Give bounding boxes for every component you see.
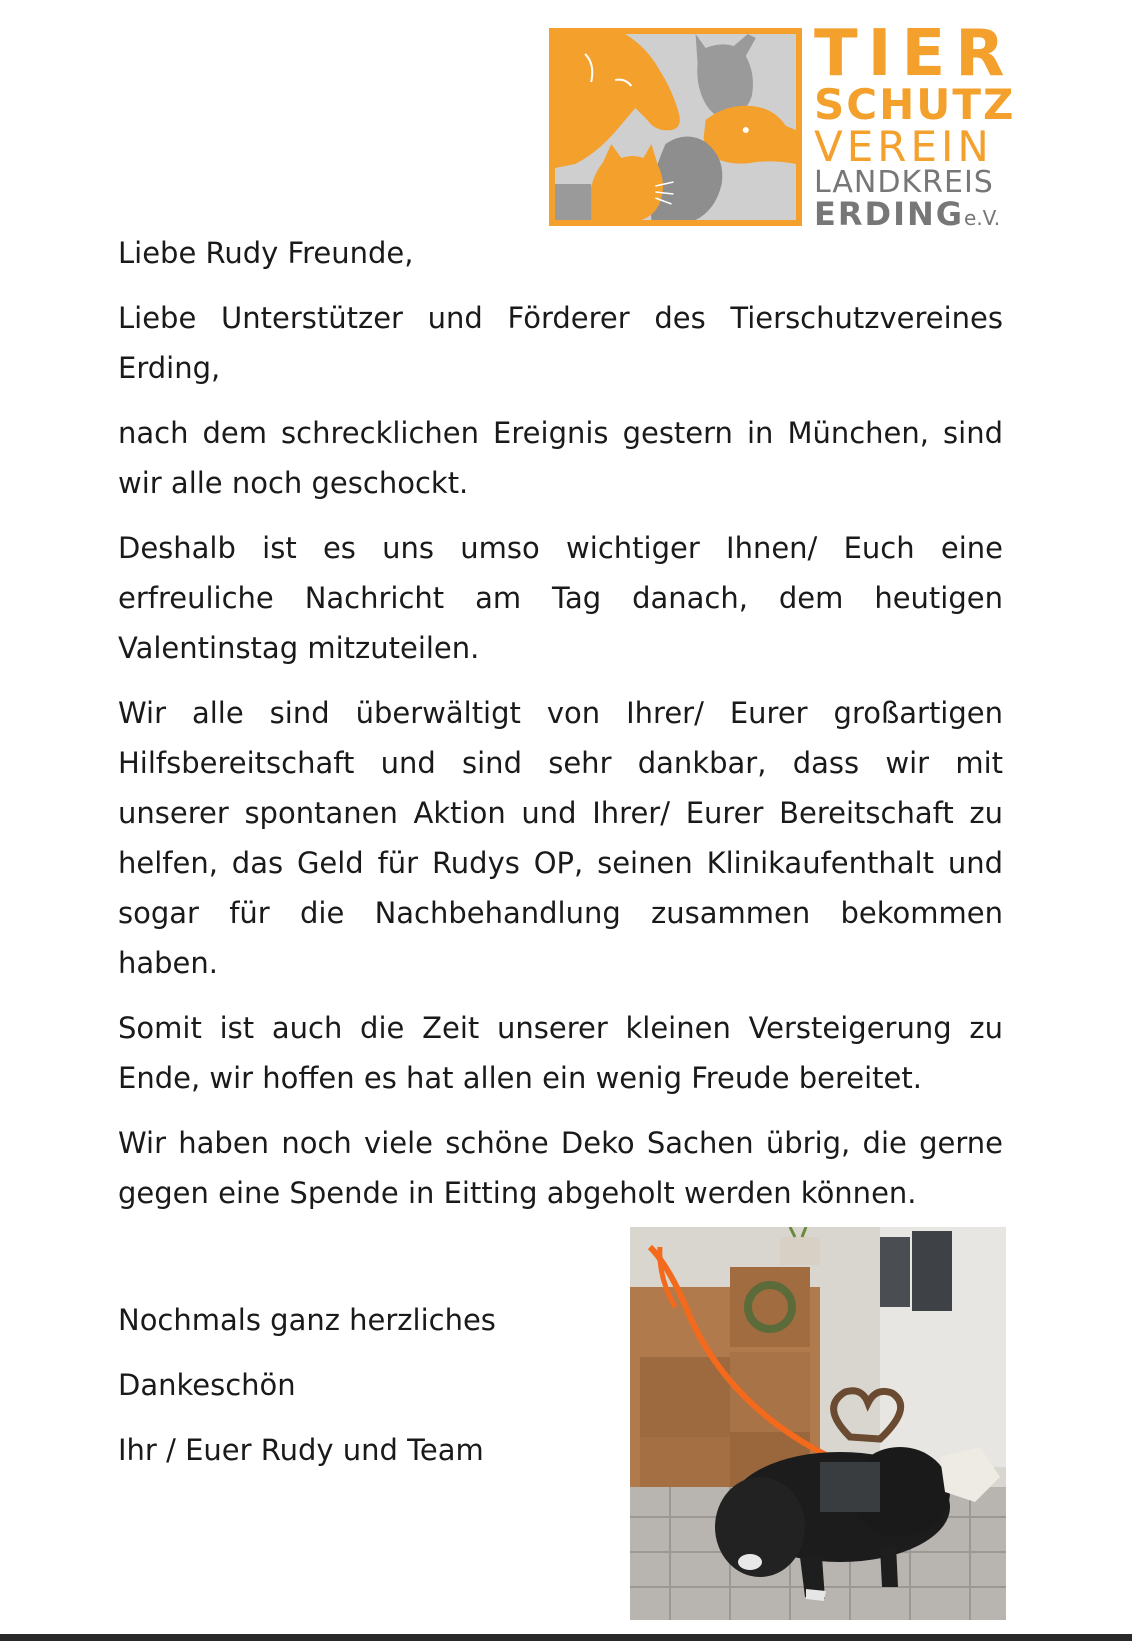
logo-line-tier: TIER bbox=[814, 17, 1015, 91]
letter-paragraph: Wir alle sind überwältigt von Ihrer/ Eurer großartigen Hilfsbereitschaft und sind sehr dankbar, dass wir mit unserer spontanen Aktion und Ihrer/ Eurer Bereitschaft zu helfen, das Geld für Rudys OP, seinen Klinikaufenthalt und sogar für die Nachbehandlung zusammen bekommen haben. bbox=[118, 696, 1003, 980]
letter-paragraph: Somit ist auch die Zeit unserer kleinen Versteigerung zu Ende, wir hoffen es hat allen ein wenig Freude bereitet. bbox=[118, 1011, 1003, 1095]
logo-line-erding bbox=[814, 195, 1010, 233]
closing-line-1: Nochmals ganz herzliches bbox=[118, 1303, 496, 1337]
letter-body bbox=[118, 228, 1003, 1233]
bottom-divider bbox=[0, 1634, 1132, 1641]
logo-ev-suffix: e.V. bbox=[964, 206, 1001, 230]
logo-line-verein: VEREIN bbox=[814, 122, 993, 171]
logo-line-schutz: SCHUTZ bbox=[814, 80, 1016, 129]
dog-photo bbox=[630, 1227, 1006, 1620]
animals-illustration-icon bbox=[555, 34, 796, 220]
letter-paragraph: nach dem schrecklichen Ereignis gestern in München, sind wir alle noch geschockt. bbox=[118, 416, 1003, 500]
dog-photo-illustration-icon bbox=[630, 1227, 1006, 1620]
letter-paragraph: Liebe Unterstützer und Förderer des Tierschutzvereines Erding, bbox=[118, 301, 1003, 385]
letter-greeting: Liebe Rudy Freunde, bbox=[118, 236, 414, 270]
letter-paragraph: Deshalb ist es uns umso wichtiger Ihnen/ Euch eine erfreuliche Nachricht am Tag danach, dem heutigen Valentinstag mitzuteilen. bbox=[118, 531, 1003, 665]
logo-illustration bbox=[549, 28, 802, 226]
logo-wordmark bbox=[814, 17, 1016, 233]
letter-paragraph: Wir haben noch viele schöne Deko Sachen übrig, die gerne gegen eine Spende in Eitting abgeholt werden können. bbox=[118, 1126, 1003, 1210]
closing-line-2: Dankeschön bbox=[118, 1368, 296, 1402]
closing-line-3: Ihr / Euer Rudy und Team bbox=[118, 1433, 484, 1467]
logo-erding-text: ERDING bbox=[814, 195, 965, 233]
logo-line-landkreis: LANDKREIS bbox=[814, 165, 994, 200]
letter-closing bbox=[118, 1295, 598, 1490]
